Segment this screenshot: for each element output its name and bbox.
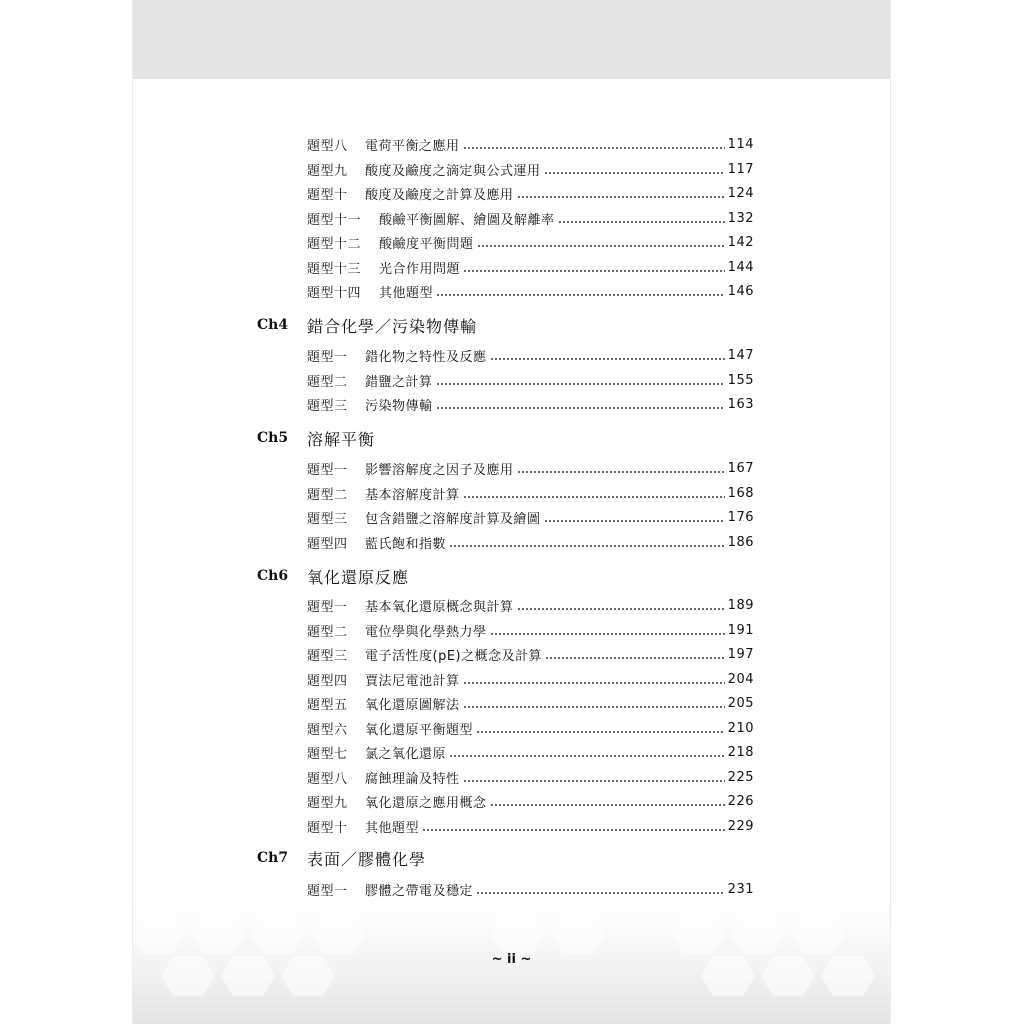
- dot-leader: [476, 722, 725, 734]
- dot-leader: [558, 212, 725, 224]
- toc-entry: [307, 370, 754, 390]
- dot-leader: [544, 163, 725, 175]
- dot-leader: [436, 398, 725, 410]
- dot-leader: [463, 673, 725, 685]
- toc-entry-title: 酸鹼度平衡問題: [379, 236, 474, 252]
- toc-entry: [307, 134, 754, 154]
- toc-entry: [307, 281, 754, 301]
- toc-entry: [307, 232, 754, 252]
- toc-entry: [307, 183, 754, 203]
- chapter-number: Ch7: [257, 850, 289, 866]
- chapter-heading: [257, 564, 409, 588]
- toc-entry-page: 142: [727, 234, 754, 250]
- document-page: [133, 0, 890, 1024]
- toc-entry-title: 其他題型: [379, 285, 434, 301]
- toc-entry: [307, 458, 754, 478]
- toc-entry-page: 144: [727, 259, 754, 275]
- toc-entry-page: 225: [727, 769, 754, 785]
- chapter-number: Ch6: [257, 568, 289, 584]
- toc-entry-title: 氧化還原圖解法: [365, 697, 460, 713]
- dot-leader: [463, 771, 725, 783]
- dot-leader: [545, 648, 725, 660]
- toc-entry-title: 光合作用問題: [379, 261, 461, 277]
- dot-leader: [490, 349, 725, 361]
- page-number-footer: ~ ii ~: [491, 952, 532, 967]
- chapter-heading: [257, 426, 375, 450]
- toc-entry-title: 錯鹽之計算: [365, 374, 433, 390]
- toc-entry-title: 電位學與化學熱力學: [365, 624, 487, 640]
- toc-entry: [307, 532, 754, 552]
- toc-entry: [307, 816, 754, 836]
- toc-entry-type: 題型十二: [307, 236, 362, 252]
- toc-entry-type: 題型二: [307, 624, 348, 640]
- toc-entry-title: 污染物傳輸: [365, 398, 433, 414]
- toc-entry-page: 146: [727, 283, 754, 299]
- toc-entry: [307, 345, 754, 365]
- toc-entry-type: 題型八: [307, 771, 348, 787]
- toc-entry: [307, 879, 754, 899]
- chapter-title: 表面／膠體化學: [307, 849, 427, 869]
- toc-entry: [307, 394, 754, 414]
- toc-entry-page: 229: [727, 818, 754, 834]
- header-band: [133, 0, 890, 79]
- toc-entry: [307, 159, 754, 179]
- toc-entry-title: 影響溶解度之因子及應用: [365, 462, 514, 478]
- toc-entry-type: 題型九: [307, 795, 348, 811]
- toc-entry: [307, 669, 754, 689]
- toc-entry-type: 題型三: [307, 511, 348, 527]
- toc-entry-title: 酸度及鹼度之計算及應用: [365, 187, 514, 203]
- toc-entry-type: 題型一: [307, 462, 348, 478]
- toc-entry-title: 膠體之帶電及穩定: [365, 883, 474, 899]
- toc-entry-title: 氧化還原平衡題型: [365, 722, 474, 738]
- toc-entry-page: 176: [727, 509, 754, 525]
- dot-leader: [463, 697, 725, 709]
- toc-entry-page: 205: [727, 695, 754, 711]
- toc-entry: [307, 767, 754, 787]
- toc-entry-type: 題型七: [307, 746, 348, 762]
- toc-entry-page: 191: [727, 622, 754, 638]
- toc-entry-type: 題型九: [307, 163, 348, 179]
- dot-leader: [490, 795, 725, 807]
- toc-entry: [307, 208, 754, 228]
- toc-entry-title: 氧化還原之應用概念: [365, 795, 487, 811]
- toc-entry-page: 210: [727, 720, 754, 736]
- toc-entry-type: 題型十一: [307, 212, 362, 228]
- toc-entry-title: 賈法尼電池計算: [365, 673, 460, 689]
- chapter-number: Ch4: [257, 317, 289, 333]
- toc-entry-page: 117: [727, 161, 754, 177]
- toc-entry-type: 題型六: [307, 722, 348, 738]
- toc-entry-type: 題型一: [307, 349, 348, 365]
- toc-entry-title: 腐蝕理論及特性: [365, 771, 460, 787]
- toc-entry-type: 題型八: [307, 138, 348, 154]
- dot-leader: [463, 487, 725, 499]
- toc-entry: [307, 507, 754, 527]
- toc-entry-page: 132: [727, 210, 754, 226]
- dot-leader: [476, 883, 725, 895]
- chapter-title: 溶解平衡: [307, 429, 376, 449]
- toc-entry: [307, 742, 754, 762]
- toc-entry-page: 168: [727, 485, 754, 501]
- toc-entry-title: 其他題型: [365, 820, 420, 836]
- toc-entry-title: 氯之氧化還原: [365, 746, 447, 762]
- toc-entry-type: 題型十三: [307, 261, 362, 277]
- toc-entry-type: 題型一: [307, 599, 348, 615]
- dot-leader: [449, 746, 725, 758]
- toc-entry-page: 186: [727, 534, 754, 550]
- toc-entry-type: 題型四: [307, 536, 348, 552]
- toc-entry-page: 167: [727, 460, 754, 476]
- toc-entry-page: 163: [727, 396, 754, 412]
- toc-entry-type: 題型二: [307, 487, 348, 503]
- dot-leader: [463, 138, 725, 150]
- toc-entry-page: 147: [727, 347, 754, 363]
- toc-entry-title: 包含錯鹽之溶解度計算及繪圖: [365, 511, 541, 527]
- toc-entry-title: 酸度及鹼度之滴定與公式運用: [365, 163, 541, 179]
- toc-entry-page: 124: [727, 185, 754, 201]
- toc-entry: [307, 693, 754, 713]
- toc-entry-type: 題型五: [307, 697, 348, 713]
- toc-entry-page: 226: [727, 793, 754, 809]
- toc-entry-title: 基本溶解度計算: [365, 487, 460, 503]
- dot-leader: [449, 536, 725, 548]
- toc-entry-type: 題型十: [307, 820, 348, 836]
- chapter-title: 氧化還原反應: [307, 567, 410, 587]
- toc-entry: [307, 257, 754, 277]
- dot-leader: [517, 462, 725, 474]
- toc-entry: [307, 644, 754, 664]
- toc-entry-page: 197: [727, 646, 754, 662]
- toc-entry-type: 題型四: [307, 673, 348, 689]
- toc-entry-type: 題型十: [307, 187, 348, 203]
- toc-entry-page: 231: [727, 881, 754, 897]
- dot-leader: [544, 511, 725, 523]
- toc-entry: [307, 718, 754, 738]
- toc-entry-type: 題型十四: [307, 285, 362, 301]
- toc-entry-title: 酸鹼平衡圖解、繪圖及解離率: [379, 212, 555, 228]
- toc-entry: [307, 791, 754, 811]
- dot-leader: [517, 599, 725, 611]
- toc-entry-title: 電子活性度(pE)之概念及計算: [365, 648, 543, 664]
- chapter-heading: [257, 846, 426, 870]
- toc-entry-title: 藍氏飽和指數: [365, 536, 447, 552]
- chapter-number: Ch5: [257, 430, 289, 446]
- toc-entry-type: 題型二: [307, 374, 348, 390]
- toc-entry-page: 218: [727, 744, 754, 760]
- toc-entry-title: 電荷平衡之應用: [365, 138, 460, 154]
- toc-entry-page: 155: [727, 372, 754, 388]
- chapter-title: 錯合化學／污染物傳輸: [307, 316, 478, 336]
- dot-leader: [436, 285, 725, 297]
- toc-entry-title: 錯化物之特性及反應: [365, 349, 487, 365]
- toc-entry-page: 189: [727, 597, 754, 613]
- chapter-heading: [257, 313, 477, 337]
- dot-leader: [463, 261, 725, 273]
- toc-entry: [307, 595, 754, 615]
- dot-leader: [517, 187, 725, 199]
- dot-leader: [436, 374, 725, 386]
- toc-entry: [307, 620, 754, 640]
- toc-entry: [307, 483, 754, 503]
- dot-leader: [422, 820, 725, 832]
- toc-entry-type: 題型三: [307, 398, 348, 414]
- toc-entry-type: 題型三: [307, 648, 348, 664]
- toc-entry-type: 題型一: [307, 883, 348, 899]
- toc-entry-page: 204: [727, 671, 754, 687]
- toc-entry-page: 114: [727, 136, 754, 152]
- toc-entry-title: 基本氧化還原概念與計算: [365, 599, 514, 615]
- dot-leader: [490, 624, 725, 636]
- dot-leader: [477, 236, 725, 248]
